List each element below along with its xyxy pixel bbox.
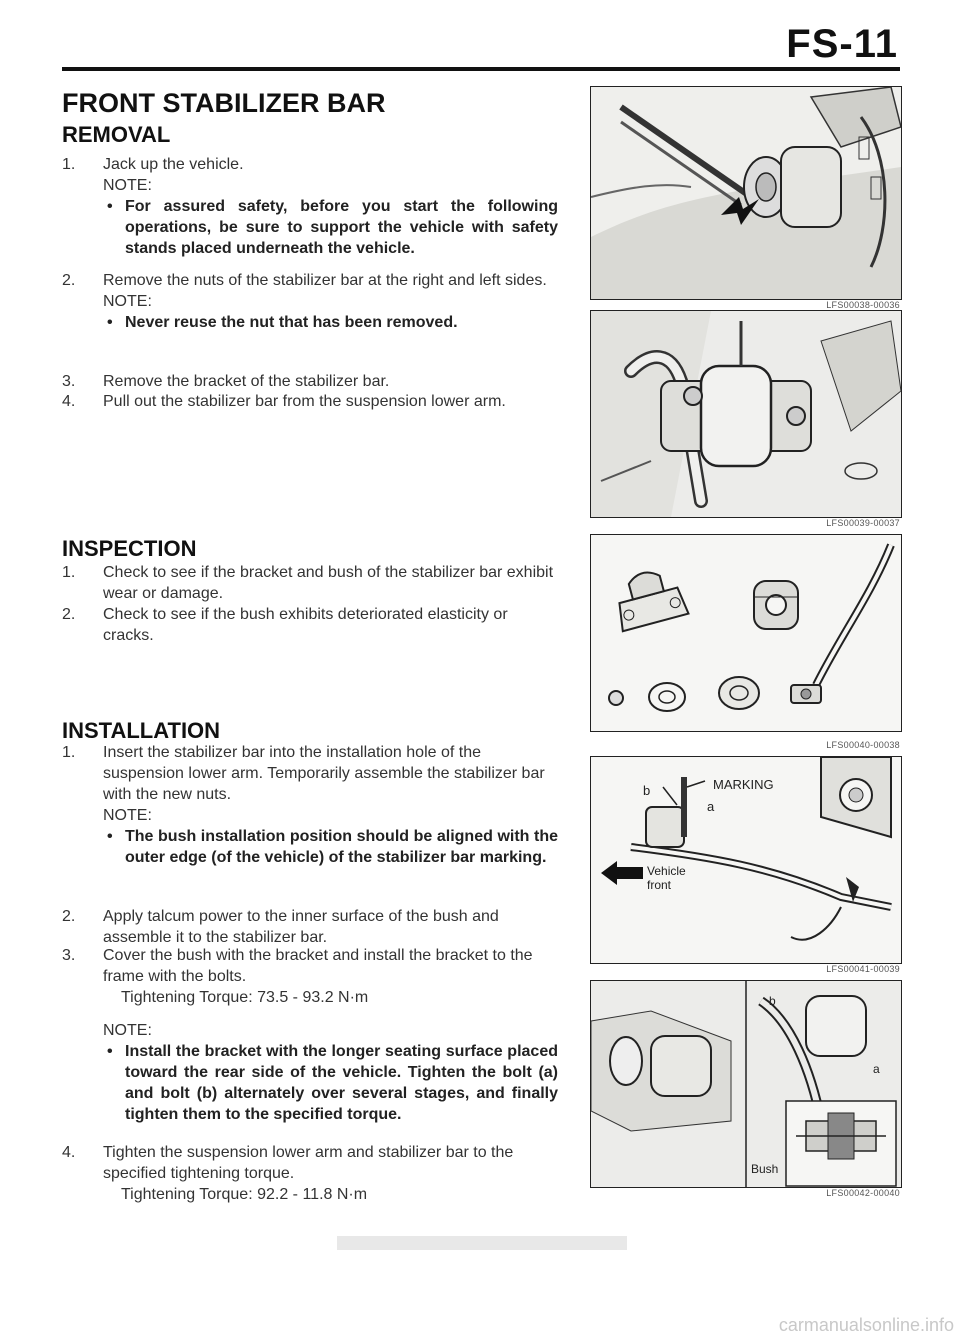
note-label: NOTE: xyxy=(103,1022,152,1039)
step-text: Check to see if the bush exhibits deteriorated elasticity or cracks. xyxy=(103,606,508,644)
vehicle-label: Vehicle xyxy=(647,864,686,878)
note-label: NOTE: xyxy=(103,293,152,310)
step-number: 1. xyxy=(62,564,76,581)
figure-4-id: LFS00041-00039 xyxy=(826,964,900,974)
section-heading xyxy=(62,88,562,119)
figure-5-illustration xyxy=(591,981,901,1187)
footer-bar xyxy=(337,1236,627,1250)
inspection-heading xyxy=(62,536,562,562)
label-a: a xyxy=(707,799,715,814)
step-number: 2. xyxy=(62,272,76,289)
step-text: Tighten the suspension lower arm and stabilizer bar to the specified tightening torque. xyxy=(103,1144,514,1182)
marking-label: MARKING xyxy=(713,777,774,792)
installation-step-1 xyxy=(62,742,562,882)
removal-step-1 xyxy=(62,154,562,257)
figure-2-id: LFS00039-00037 xyxy=(826,518,900,528)
bush-label: Bush xyxy=(751,1162,779,1176)
figure-1-id: LFS00038-00036 xyxy=(826,300,900,310)
front-label: front xyxy=(647,878,672,892)
step-number: 2. xyxy=(62,908,76,925)
step-number: 4. xyxy=(62,1144,76,1161)
step-number: 1. xyxy=(62,744,76,761)
figure-3-illustration xyxy=(591,535,901,731)
figure-2 xyxy=(590,310,902,518)
figure-3 xyxy=(590,534,902,732)
inspection-step-2 xyxy=(62,604,562,646)
removal-step-4 xyxy=(62,391,562,412)
note-label: NOTE: xyxy=(103,807,152,824)
step-number: 2. xyxy=(62,606,76,623)
step-text: Pull out the stabilizer bar from the suspension lower arm. xyxy=(103,393,506,410)
note-bullet: • Never reuse the nut that has been removed. xyxy=(103,312,558,333)
figure-5-id: LFS00042-00040 xyxy=(826,1188,900,1198)
installation-heading xyxy=(62,718,562,744)
page-code: FS-11 xyxy=(786,22,898,66)
step-text: Insert the stabilizer bar into the installation hole of the suspension lower arm. Temporarily assemble the stabilizer bar with the new nuts. xyxy=(103,744,545,803)
step-text: Remove the bracket of the stabilizer bar. xyxy=(103,373,390,390)
note-bullet: • The bush installation position should be aligned with the outer edge (of the vehicle) of the stabilizer bar marking. xyxy=(103,826,558,868)
installation-step-2 xyxy=(62,906,562,948)
inspection-step-1 xyxy=(62,562,562,604)
figure-4 xyxy=(590,756,902,964)
removal-step-2 xyxy=(62,270,562,354)
installation-title: INSTALLATION xyxy=(62,718,221,743)
step-number: 1. xyxy=(62,156,76,173)
removal-title: REMOVAL xyxy=(62,122,171,147)
figure-4-illustration xyxy=(591,757,901,963)
figure-3-id: LFS00040-00038 xyxy=(826,740,900,750)
step-text: Apply talcum power to the inner surface of the bush and assemble it to the stabilizer bar. xyxy=(103,908,499,946)
figure-5 xyxy=(590,980,902,1188)
installation-step-3 xyxy=(62,945,562,1125)
figure-1 xyxy=(590,86,902,300)
torque-spec: Tightening Torque: 92.2 - 11.8 N·m xyxy=(121,1186,368,1203)
label-b: b xyxy=(769,994,776,1008)
step-number: 3. xyxy=(62,373,76,390)
inspection-title: INSPECTION xyxy=(62,536,197,561)
label-b: b xyxy=(643,783,651,798)
watermark: carmanualsonline.info xyxy=(778,1315,954,1335)
removal-heading xyxy=(62,122,562,148)
step-text: Remove the nuts of the stabilizer bar at the right and left sides. xyxy=(103,272,547,289)
note-bullet: • Install the bracket with the longer seating surface placed toward the rear side of the vehicle. Tighten the bolt (a) and bolt (b) alternately over several stages, and finally tighten them to the specified torque. xyxy=(103,1041,558,1125)
removal-step-3 xyxy=(62,371,562,392)
header-rule xyxy=(62,67,900,71)
note-label: NOTE: xyxy=(103,177,152,194)
label-a: a xyxy=(873,1062,880,1076)
step-text: Jack up the vehicle. xyxy=(103,156,244,173)
note-bullet: • For assured safety, before you start the following operations, be sure to support the vehicle with safety stands placed underneath the vehicle. xyxy=(103,196,558,259)
figure-1-illustration xyxy=(591,87,901,299)
torque-spec: Tightening Torque: 73.5 - 93.2 N·m xyxy=(121,989,369,1006)
step-text: Cover the bush with the bracket and install the bracket to the frame with the bolts. xyxy=(103,947,533,985)
step-text: Check to see if the bracket and bush of the stabilizer bar exhibit wear or damage. xyxy=(103,564,554,602)
step-number: 3. xyxy=(62,947,76,964)
figure-2-illustration xyxy=(591,311,901,517)
section-title: FRONT STABILIZER BAR xyxy=(62,88,386,118)
installation-step-4 xyxy=(62,1142,562,1205)
step-number: 4. xyxy=(62,393,76,410)
